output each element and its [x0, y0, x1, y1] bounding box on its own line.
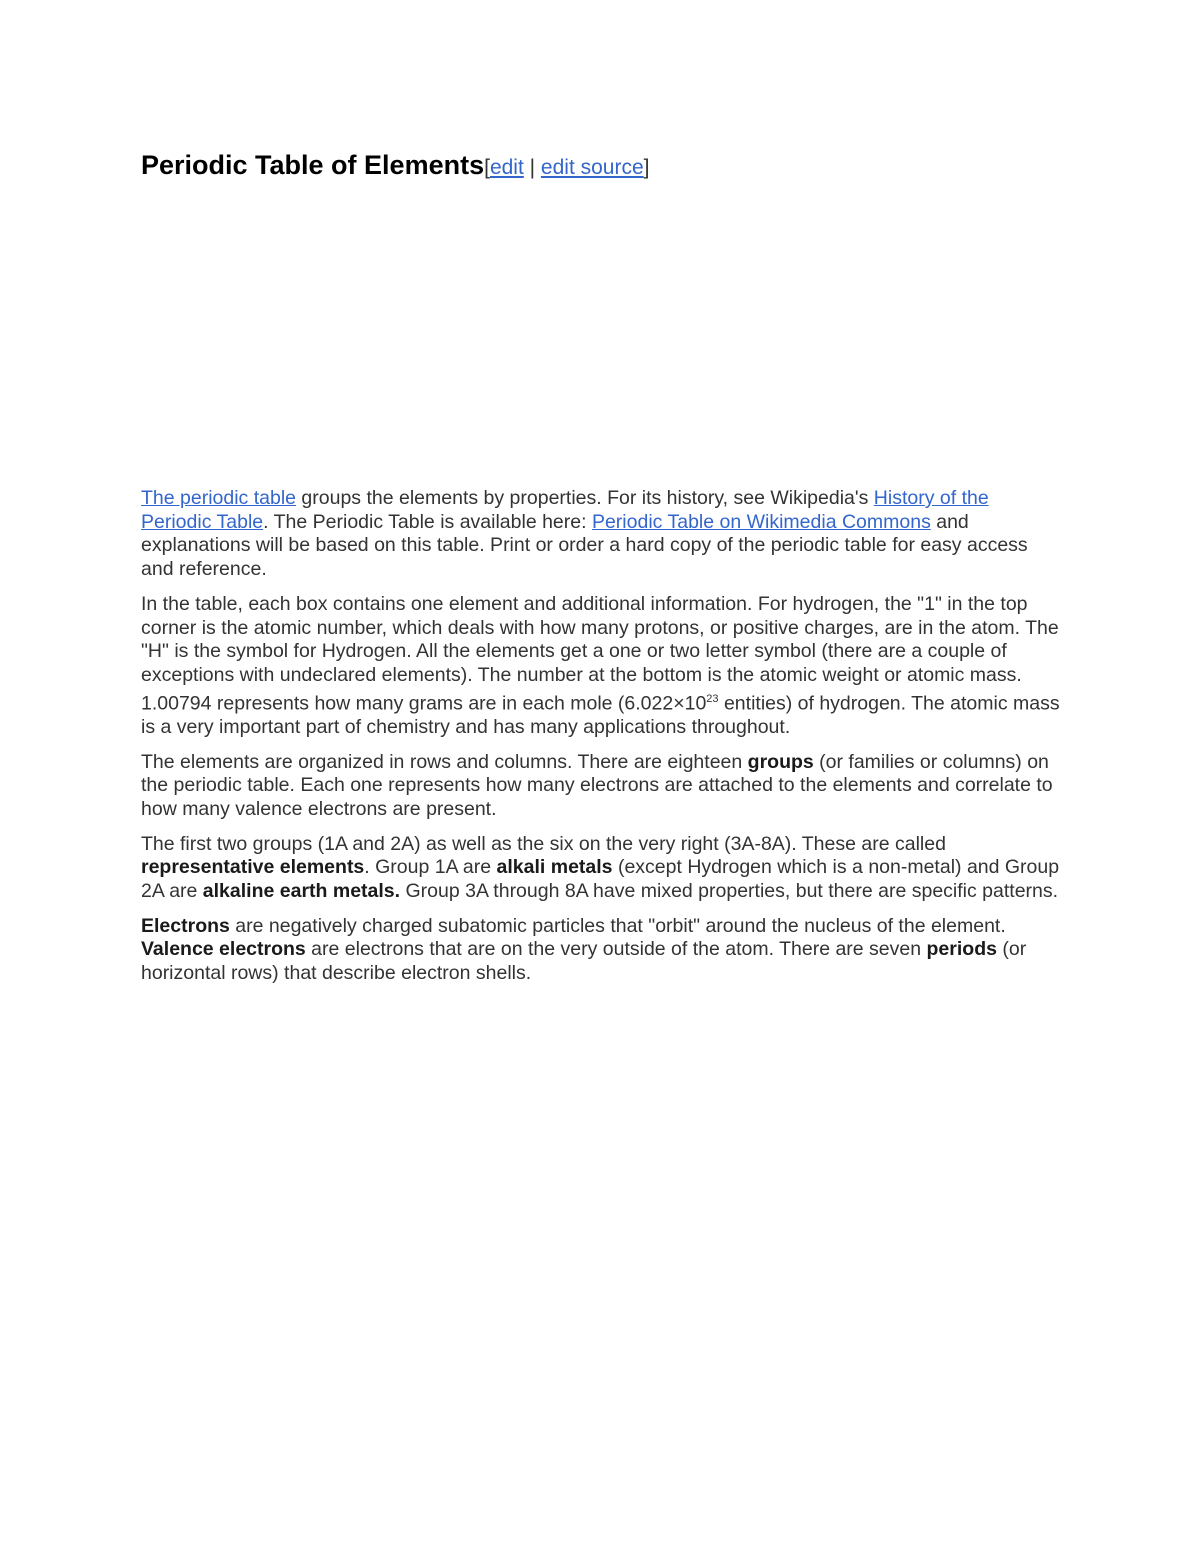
periodic-table-link[interactable]: The periodic table: [141, 487, 297, 509]
section-heading: [141, 145, 1061, 188]
bold-term: alkali metals: [496, 856, 613, 879]
paragraph-representative: [141, 833, 1061, 904]
bracket-close: ]: [643, 156, 650, 179]
superscript: 23: [706, 692, 719, 705]
paragraph-text: are electrons that are on the very outside of the atom. There are seven: [305, 938, 927, 961]
edit-section-links: [484, 156, 649, 179]
paragraph-text: and explanations will be based on this table. Print or order a hard copy of the periodic table for easy access and reference.: [141, 510, 1028, 581]
bold-term: alkaline earth metals.: [202, 880, 401, 903]
paragraph-text: entities) of hydrogen. The atomic mass is a very important part of chemistry and has many applications throughout.: [141, 692, 1060, 738]
bold-term: Valence electrons: [141, 938, 306, 961]
paragraph-text: Group 3A through 8A have mixed properties, but there are specific patterns.: [400, 880, 1059, 903]
paragraph-text: are negatively charged subatomic particles that "orbit" around the nucleus of the element.: [229, 914, 1006, 937]
bold-term: representative elements: [141, 856, 365, 879]
section-title: Periodic Table of Elements: [141, 150, 485, 180]
history-link[interactable]: History of the Periodic Table: [141, 487, 989, 533]
paragraph-electrons: [141, 915, 1061, 986]
paragraph-text: groups the elements by properties. For its history, see Wikipedia's: [296, 487, 874, 509]
paragraph-text: The elements are organized in rows and columns. There are eighteen: [141, 750, 748, 773]
edit-link[interactable]: edit: [489, 156, 524, 179]
bold-term: Electrons: [141, 914, 230, 937]
bracket-open: [: [484, 156, 490, 179]
wikimedia-commons-link[interactable]: Periodic Table on Wikimedia Commons: [591, 510, 931, 533]
paragraph-text: . The Periodic Table is available here:: [263, 510, 592, 533]
paragraph-text: (except Hydrogen which is a non-metal) and Group 2A are: [141, 856, 1060, 903]
paragraph-intro: [141, 487, 1061, 582]
paragraph-text: . Group 1A are: [364, 856, 497, 879]
paragraph-text: The first two groups (1A and 2A) as well as the six on the very right (3A-8A). These are called: [141, 832, 946, 855]
paragraph-table-box: [141, 593, 1061, 740]
article-body: [141, 487, 1061, 997]
edit-source-link[interactable]: edit source: [540, 156, 644, 179]
bold-term: periods: [926, 938, 997, 961]
paragraph-text: In the table, each box contains one element and additional information. For hydrogen, the "1" in the top corner is the atomic number, which deals with how many protons, or positive charges, are in the atom. The "H" is the symbol for Hydrogen. All the elements get a one or two letter symbol (there are a couple of exceptions with undeclared elements). The number at the bottom is the atomic weight or atomic mass. 1.00794 represents how many grams are in each mole (6.022×10: [141, 592, 1059, 715]
edit-separator: |: [523, 156, 541, 179]
paragraph-text: (or families or columns) on the periodic table. Each one represents how many electrons are attached to the elements and correlate to how many valence electrons are present.: [141, 750, 1053, 820]
paragraph-groups: [141, 751, 1061, 822]
paragraph-text: (or horizontal rows) that describe electron shells.: [141, 938, 1027, 985]
bold-term: groups: [747, 750, 814, 773]
